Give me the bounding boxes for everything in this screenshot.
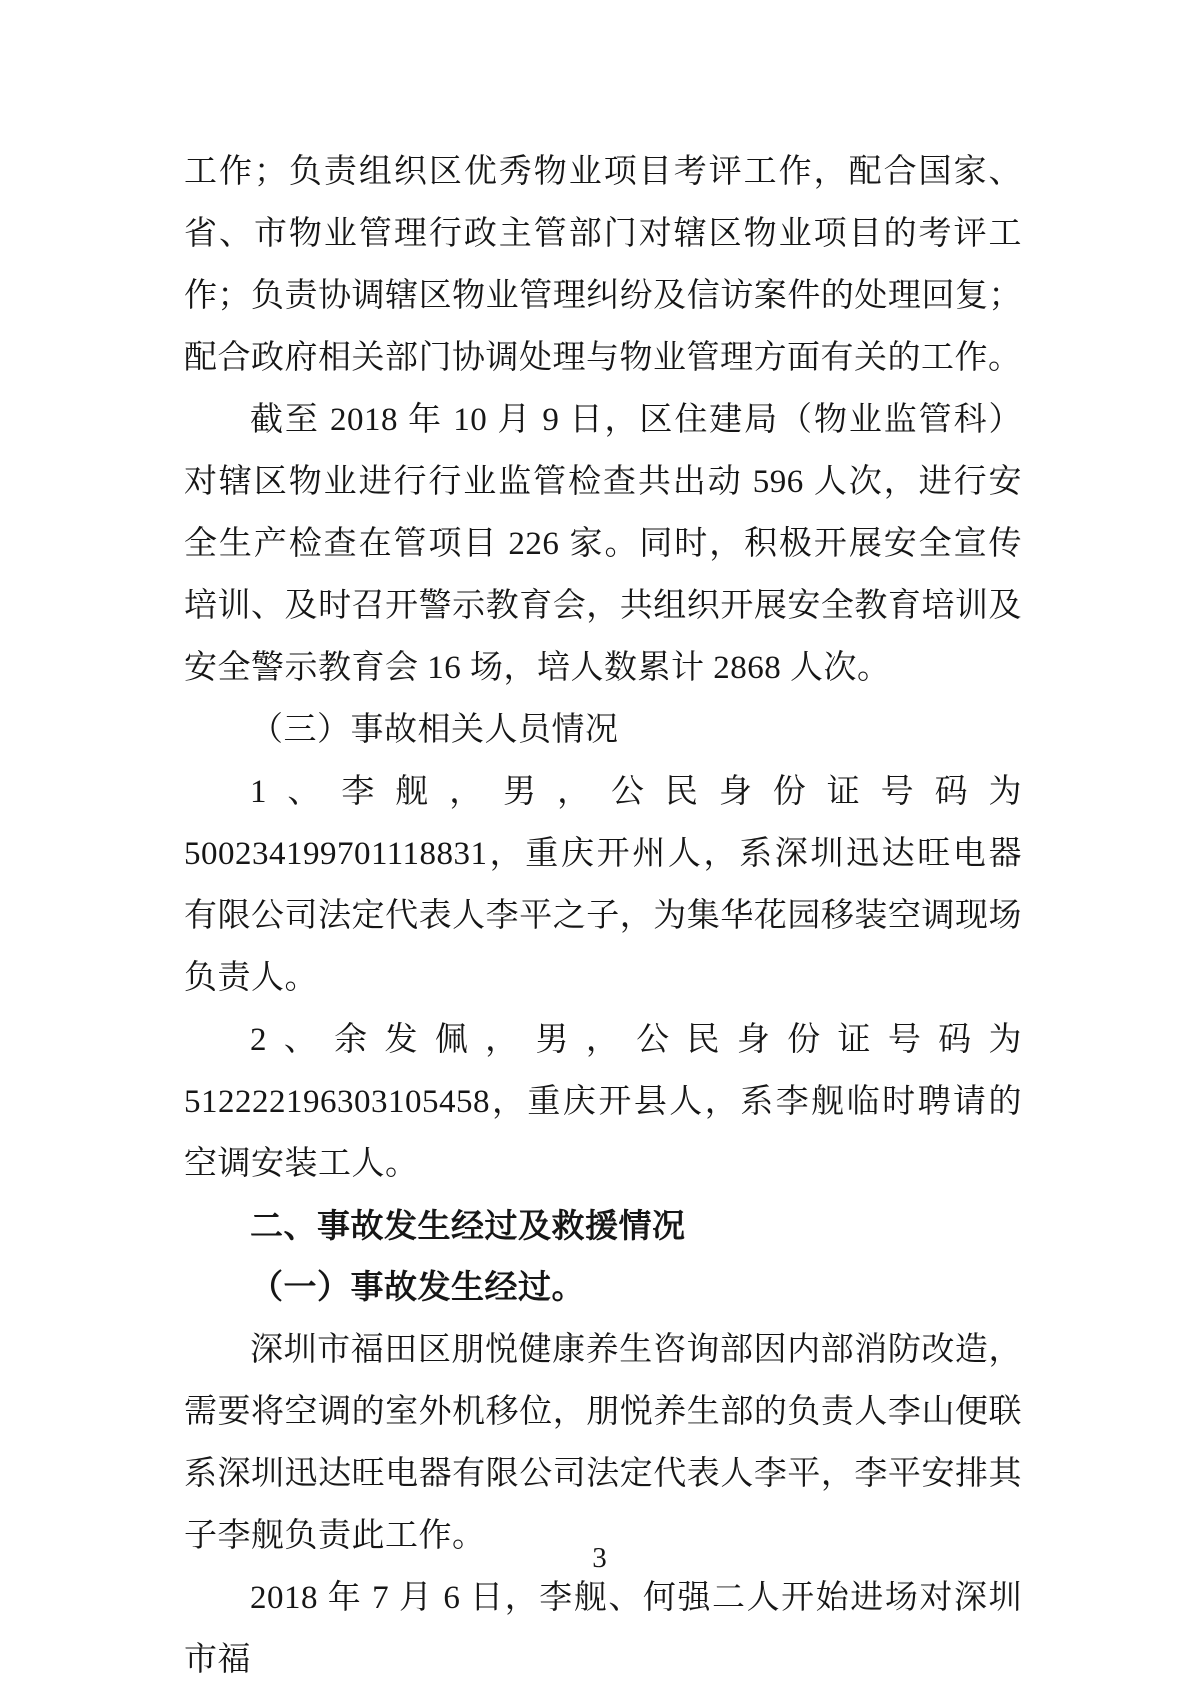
paragraph-duties-continuation: 工作；负责组织区优秀物业项目考评工作，配合国家、省、市物业管理行政主管部门对辖区物业项目的考评工作；负责协调辖区物业管理纠纷及信访案件的处理回复；配合政府相关部门协调处理与物业管理方面有关的工作。 <box>184 154 1022 376</box>
heading-section-3-personnel: （三）事故相关人员情况 <box>250 712 619 748</box>
paragraph-person-1-li-jian: 1、李舰，男，公民身份证号码为 500234199701118831，重庆开州人，系深圳迅达旺电器有限公司法定代表人李平之子，为集华花园移装空调现场负责人。 <box>184 774 1022 996</box>
document-body <box>184 141 1022 1691</box>
paragraph-accident-background: 深圳市福田区朋悦健康养生咨询部因内部消防改造，需要将空调的室外机移位，朋悦养生部的负责人李山便联系深圳迅达旺电器有限公司法定代表人李平，李平安排其子李舰负责此工作。 <box>184 1332 1022 1554</box>
paragraph-accident-start: 2018 年 7 月 6 日，李舰、何强二人开始进场对深圳市福 <box>184 1580 1022 1678</box>
paragraph-inspection-stats: 截至 2018 年 10 月 9 日，区住建局（物业监管科）对辖区物业进行行业监管检查共出动 596 人次，进行安全生产检查在管项目 226 家。同时，积极开展安全宣传培训、及时召开警示教育会，共组织开展安全教育培训及安全警示教育会 16 场，培人数累计 2868 人次。 <box>184 402 1022 686</box>
heading-part-2-1-accident-course: （一）事故发生经过。 <box>250 1270 585 1306</box>
heading-part-2-accident-and-rescue: 二、事故发生经过及救援情况 <box>250 1207 686 1244</box>
paragraph-person-2-yu-fapei: 2、余发佩，男，公民身份证号码为 512222196303105458，重庆开县人，系李舰临时聘请的空调安装工人。 <box>184 1022 1022 1182</box>
page-number: 3 <box>592 1542 607 1574</box>
